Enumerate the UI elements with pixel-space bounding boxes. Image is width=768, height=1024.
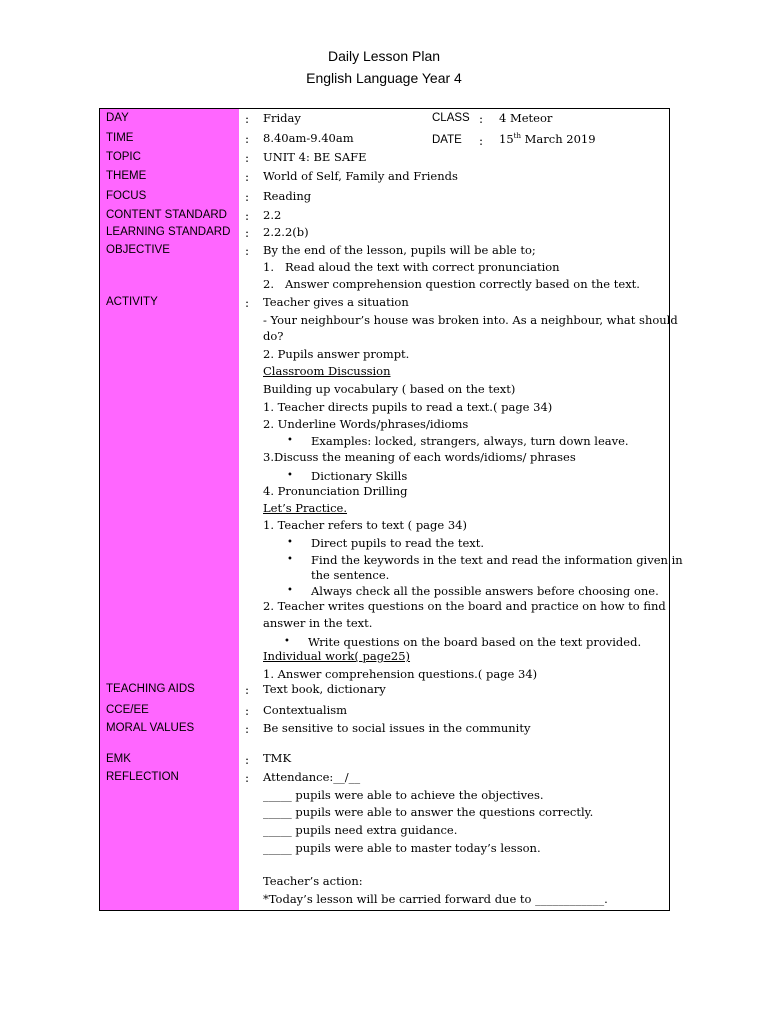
time-value: 8.40am-9.40am: [263, 131, 354, 145]
label-topic: TOPIC: [106, 151, 141, 163]
label-activity: ACTIVITY: [106, 296, 158, 308]
activity-line: Building up vocabulary ( based on the text): [263, 382, 516, 396]
activity-line: 3.Discuss the meaning of each words/idioms/ phrases: [263, 450, 576, 464]
reflection-line: _____ pupils need extra guidance.: [263, 823, 458, 837]
activity-line: - Your neighbour’s house was broken into. As a neighbour, what should: [263, 313, 678, 327]
activity-line: 4. Pronunciation Drilling: [263, 484, 408, 498]
label-learning-standard: LEARNING STANDARD: [106, 226, 231, 238]
colon: :: [479, 134, 484, 148]
reflection-line: Attendance:__/__: [263, 770, 361, 784]
colon: :: [245, 244, 250, 258]
content-standard-value: 2.2: [263, 208, 282, 222]
bullet-text: Examples: locked, strangers, always, turn down leave.: [311, 434, 629, 448]
section-heading-individual-work: Individual work( page25): [263, 649, 411, 663]
item-text: Read aloud the text with correct pronunciation: [285, 260, 560, 274]
bullet-text: Always check all the possible answers before choosing one.: [311, 584, 659, 598]
colon: :: [245, 151, 250, 165]
focus-value: Reading: [263, 189, 312, 203]
cce-ee-value: Contextualism: [263, 703, 348, 717]
label-day: DAY: [106, 112, 129, 124]
section-heading-lets-practice: Let’s Practice.: [263, 501, 348, 515]
colon: :: [245, 170, 250, 184]
label-teaching-aids: TEACHING AIDS: [106, 683, 195, 695]
activity-line: 2. Pupils answer prompt.: [263, 347, 410, 361]
day-value: Friday: [263, 111, 301, 125]
date-month-year: March 2019: [520, 132, 596, 146]
bullet-continuation: the sentence.: [311, 568, 390, 582]
date-suffix: th: [513, 132, 521, 141]
objective-intro: By the end of the lesson, pupils will be able to;: [263, 243, 536, 257]
item-number: 2.: [263, 277, 274, 291]
reflection-line: Teacher’s action:: [263, 874, 363, 888]
colon: :: [245, 209, 250, 223]
bullet-icon: •: [287, 537, 293, 548]
topic-value: UNIT 4: BE SAFE: [263, 150, 367, 164]
colon: :: [245, 722, 250, 736]
activity-line: 1. Teacher directs pupils to read a text.( page 34): [263, 400, 553, 414]
reflection-line: _____ pupils were able to master today’s lesson.: [263, 841, 541, 855]
objective-item: [263, 277, 640, 291]
bullet-icon: •: [287, 470, 293, 481]
bullet-text: Write questions on the board based on the text provided.: [308, 635, 642, 649]
activity-line: do?: [263, 329, 284, 343]
colon: :: [245, 226, 250, 240]
reflection-line: _____ pupils were able to achieve the objectives.: [263, 788, 544, 802]
colon: :: [245, 771, 250, 785]
colon: :: [245, 683, 250, 697]
label-cce-ee: CCE/EE: [106, 704, 149, 716]
colon: :: [245, 112, 250, 126]
class-value: 4 Meteor: [499, 111, 553, 125]
date-day: 15: [499, 132, 514, 146]
colon: :: [245, 190, 250, 204]
learning-standard-value: 2.2.2(b): [263, 225, 309, 239]
label-emk: EMK: [106, 753, 131, 765]
activity-line: Teacher gives a situation: [263, 295, 409, 309]
theme-value: World of Self, Family and Friends: [263, 169, 458, 183]
label-content-standard: CONTENT STANDARD: [106, 209, 227, 221]
item-number: 1.: [263, 260, 274, 274]
label-theme: THEME: [106, 170, 147, 182]
bullet-text: Direct pupils to read the text.: [311, 536, 485, 550]
item-text: Answer comprehension question correctly based on the text.: [285, 277, 640, 291]
label-class: CLASS: [432, 112, 470, 124]
moral-values-value: Be sensitive to social issues in the community: [263, 721, 531, 735]
activity-line: 1. Answer comprehension questions.( page 34): [263, 667, 538, 681]
bullet-text: Dictionary Skills: [311, 469, 408, 483]
activity-line: 2. Teacher writes questions on the board and practice on how to find: [263, 599, 666, 613]
colon: :: [479, 112, 484, 126]
bullet-icon: •: [287, 585, 293, 596]
document-subtitle: English Language Year 4: [306, 70, 462, 86]
label-moral-values: MORAL VALUES: [106, 722, 195, 734]
colon: :: [245, 704, 250, 718]
section-heading-classroom-discussion: Classroom Discussion: [263, 364, 391, 378]
bullet-icon: •: [287, 435, 293, 446]
colon: :: [245, 296, 250, 310]
label-focus: FOCUS: [106, 190, 147, 202]
label-date: DATE: [432, 134, 462, 146]
colon: :: [245, 132, 250, 146]
bullet-icon: •: [287, 554, 293, 565]
bullet-icon: •: [284, 636, 290, 647]
label-objective: OBJECTIVE: [106, 244, 170, 256]
date-value: [499, 132, 596, 146]
reflection-line: _____ pupils were able to answer the questions correctly.: [263, 805, 594, 819]
reflection-line: *Today’s lesson will be carried forward due to ____________.: [263, 892, 608, 906]
label-reflection: REFLECTION: [106, 771, 179, 783]
objective-item: [263, 260, 560, 274]
bullet-text: Find the keywords in the text and read the information given in: [311, 553, 683, 567]
activity-line: answer in the text.: [263, 616, 373, 630]
activity-line: 1. Teacher refers to text ( page 34): [263, 518, 467, 532]
teaching-aids-value: Text book, dictionary: [263, 682, 386, 696]
document-title: Daily Lesson Plan: [327, 48, 441, 64]
emk-value: TMK: [263, 751, 292, 765]
colon: :: [245, 753, 250, 767]
label-time: TIME: [106, 132, 134, 144]
activity-line: 2. Underline Words/phrases/idioms: [263, 417, 469, 431]
